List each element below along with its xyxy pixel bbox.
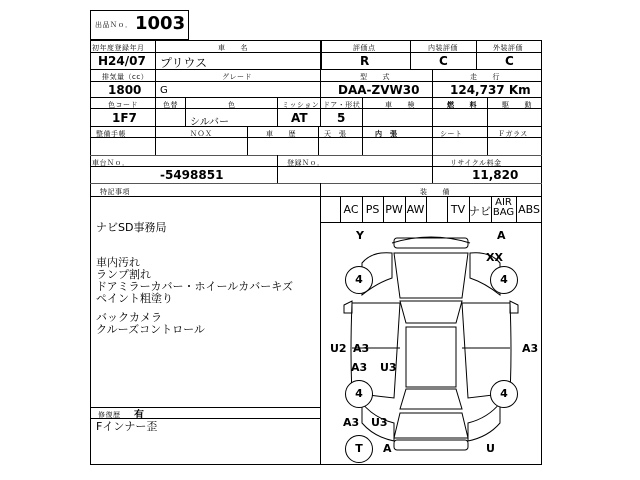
color-value: シルバー xyxy=(190,117,230,128)
car-name-value: プリウス xyxy=(160,56,208,70)
history-label: 車 歴 xyxy=(266,130,296,138)
lot-number-label: 出品Ｎｏ． xyxy=(95,21,133,29)
note-block2-4: ペイント粗塗り xyxy=(96,292,173,305)
color-swap-label: 色替 xyxy=(163,101,178,109)
drive-label: 駆 動 xyxy=(502,101,532,109)
damage-a3-bottom: A3 xyxy=(343,416,360,429)
color-label: 色 xyxy=(228,101,236,109)
mileage-label: 走 行 xyxy=(470,73,500,81)
note-block2-2: ランプ割れ xyxy=(96,268,151,281)
model-type-label: 型 式 xyxy=(360,73,390,81)
seat-label: シート xyxy=(440,130,463,138)
note-block3-1: バックカメラ xyxy=(96,311,162,324)
repair-history-value: 有 xyxy=(134,410,144,421)
maintenance-label: 整備手帳 xyxy=(96,130,126,138)
equip-ac: AC xyxy=(343,203,359,216)
score-value: R xyxy=(360,54,370,68)
color-code-value: 1F7 xyxy=(112,111,137,125)
repair-note: Fインナー歪 xyxy=(96,420,158,433)
note-line-1: ナビSD事務局 xyxy=(96,221,167,234)
lot-number: 1003 xyxy=(135,13,186,34)
car-name-label: 車 名 xyxy=(218,44,248,52)
damage-u-bottom: U xyxy=(486,442,495,455)
door-shape-label: ドア・形状 xyxy=(323,101,361,109)
mission-value: AT xyxy=(291,111,308,125)
equip-ps: PS xyxy=(365,203,380,216)
interior-score-label: 内装評価 xyxy=(428,44,458,52)
score-label: 評価点 xyxy=(353,44,376,52)
first-reg-value: H24/07 xyxy=(98,54,146,68)
note-block2-1: 車内汚れ xyxy=(96,256,140,269)
equip-tv: TV xyxy=(450,203,466,216)
repair-history-label: 修復歴 xyxy=(98,411,121,419)
displacement-value: 1800 xyxy=(108,83,142,97)
tire-rear-left: 4 xyxy=(345,380,373,408)
mileage-value: 124,737 Km xyxy=(450,83,531,97)
recycle-fee-value: 11,820 xyxy=(472,168,519,182)
tire-rear-right: 4 xyxy=(490,380,518,408)
grade-label: グレード xyxy=(222,73,252,81)
roof-label: 天 張 xyxy=(324,130,347,138)
damage-xx: XX xyxy=(486,251,503,264)
first-reg-label: 初年度登録年月 xyxy=(92,44,145,52)
color-code-label: 色コード xyxy=(108,101,138,109)
recycle-fee-label: リサイクル料金 xyxy=(450,159,502,167)
equip-abs: ABS xyxy=(518,203,540,216)
grade-value: G xyxy=(160,85,168,96)
damage-a3-right: A3 xyxy=(522,342,539,355)
reg-no-label: 登録Ｎｏ． xyxy=(287,159,325,167)
damage-u3-mid: U3 xyxy=(380,361,397,374)
damage-y: Y xyxy=(356,229,364,242)
damage-a-bottom: A xyxy=(383,442,392,455)
note-block2-3: ドアミラーカバー・ホイールカバーキズ xyxy=(96,280,294,293)
doors-value: 5 xyxy=(337,111,346,125)
lot-number-box xyxy=(90,10,189,40)
damage-a3-left: A3 xyxy=(353,342,370,355)
chassis-no-label: 車台Ｎｏ． xyxy=(92,159,130,167)
chassis-no-value: -5498851 xyxy=(160,168,224,182)
interior-trim-label: 内 張 xyxy=(375,130,398,138)
fuel-label: 燃 料 xyxy=(447,101,477,109)
interior-score-value: C xyxy=(439,54,448,68)
note-block3-2: クルーズコントロール xyxy=(96,323,205,336)
bottom-t-circle: T xyxy=(345,435,373,463)
inspection-label: 車 検 xyxy=(385,101,415,109)
nox-label: ＮＯＸ xyxy=(190,130,213,138)
exterior-score-value: C xyxy=(505,54,514,68)
notes-label: 特記事項 xyxy=(100,188,130,196)
mission-label: ミッション xyxy=(282,101,320,109)
glass-label: Ｆガラス xyxy=(498,130,528,138)
damage-a3-mid: A3 xyxy=(351,361,368,374)
model-type-value: DAA-ZVW30 xyxy=(338,83,420,97)
displacement-label: 排気量（cc） xyxy=(102,73,149,81)
equip-pw: PW xyxy=(385,203,403,216)
equipment-label: 装 備 xyxy=(420,188,450,196)
damage-u2: U2 xyxy=(330,342,347,355)
tire-front-left: 4 xyxy=(345,266,373,294)
tire-front-right: 4 xyxy=(490,266,518,294)
equip-airbag: AIR BAG xyxy=(492,197,515,218)
damage-a-top: A xyxy=(497,229,506,242)
exterior-score-label: 外装評価 xyxy=(493,44,523,52)
equip-navi: ナビ xyxy=(469,205,491,218)
damage-u3-bottom: U3 xyxy=(371,416,388,429)
equip-aw: AW xyxy=(406,203,425,216)
